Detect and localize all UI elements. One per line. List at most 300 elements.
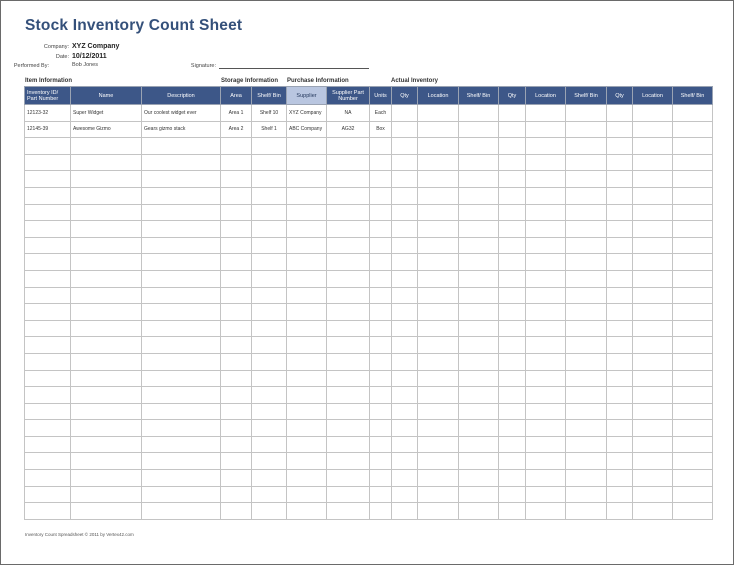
table-cell[interactable] [142, 503, 221, 520]
table-cell[interactable] [566, 171, 607, 188]
table-cell[interactable] [673, 503, 713, 520]
table-cell[interactable] [418, 387, 459, 404]
table-cell[interactable] [142, 337, 221, 354]
table-cell[interactable] [499, 486, 526, 503]
table-cell[interactable] [418, 187, 459, 204]
table-cell[interactable] [252, 387, 287, 404]
table-cell[interactable] [25, 503, 71, 520]
table-cell[interactable] [633, 171, 673, 188]
table-cell[interactable] [459, 503, 499, 520]
table-cell[interactable] [526, 403, 566, 420]
table-cell[interactable] [392, 337, 418, 354]
table-cell[interactable] [566, 403, 607, 420]
table-cell[interactable] [459, 204, 499, 221]
table-cell[interactable] [370, 320, 392, 337]
table-cell[interactable] [287, 221, 327, 238]
table-cell[interactable] [418, 470, 459, 487]
table-cell[interactable] [327, 470, 370, 487]
table-cell[interactable]: XYZ Company [287, 105, 327, 122]
table-cell[interactable] [566, 436, 607, 453]
table-cell[interactable] [392, 320, 418, 337]
table-cell[interactable] [71, 204, 142, 221]
table-cell[interactable]: Our coolest widget ever [142, 105, 221, 122]
table-cell[interactable] [252, 204, 287, 221]
table-cell[interactable]: 12145-39 [25, 121, 71, 138]
table-cell[interactable] [526, 187, 566, 204]
table-cell[interactable] [71, 138, 142, 155]
table-cell[interactable] [418, 204, 459, 221]
table-cell[interactable] [459, 270, 499, 287]
table-cell[interactable] [418, 154, 459, 171]
table-cell[interactable] [633, 453, 673, 470]
table-cell[interactable] [287, 270, 327, 287]
table-cell[interactable] [526, 287, 566, 304]
table-cell[interactable] [526, 420, 566, 437]
table-cell[interactable] [25, 270, 71, 287]
table-cell[interactable] [526, 486, 566, 503]
table-cell[interactable] [459, 470, 499, 487]
table-cell[interactable] [392, 204, 418, 221]
table-cell[interactable] [221, 370, 252, 387]
table-cell[interactable] [499, 436, 526, 453]
table-cell[interactable] [71, 420, 142, 437]
table-cell[interactable] [370, 486, 392, 503]
table-cell[interactable] [252, 237, 287, 254]
table-cell[interactable] [459, 254, 499, 271]
table-cell[interactable]: Gears gizmo stack [142, 121, 221, 138]
table-cell[interactable] [370, 204, 392, 221]
table-cell[interactable] [327, 204, 370, 221]
table-cell[interactable] [499, 403, 526, 420]
table-cell[interactable] [673, 187, 713, 204]
table-cell[interactable] [566, 470, 607, 487]
table-cell[interactable] [287, 204, 327, 221]
table-cell[interactable] [526, 154, 566, 171]
table-cell[interactable] [499, 187, 526, 204]
table-cell[interactable] [287, 237, 327, 254]
table-cell[interactable]: Box [370, 121, 392, 138]
table-cell[interactable] [327, 453, 370, 470]
table-cell[interactable] [526, 470, 566, 487]
table-cell[interactable] [252, 287, 287, 304]
table-cell[interactable] [221, 187, 252, 204]
table-cell[interactable] [142, 287, 221, 304]
table-cell[interactable] [327, 221, 370, 238]
table-cell[interactable] [566, 270, 607, 287]
table-cell[interactable] [252, 138, 287, 155]
table-cell[interactable] [327, 287, 370, 304]
table-cell[interactable] [418, 237, 459, 254]
table-cell[interactable] [673, 254, 713, 271]
table-cell[interactable] [633, 187, 673, 204]
table-cell[interactable] [71, 254, 142, 271]
table-cell[interactable] [252, 154, 287, 171]
table-cell[interactable] [71, 287, 142, 304]
company-value[interactable]: XYZ Company [72, 43, 120, 50]
table-cell[interactable] [221, 486, 252, 503]
table-cell[interactable] [327, 154, 370, 171]
table-cell[interactable] [459, 138, 499, 155]
table-cell[interactable] [392, 436, 418, 453]
table-cell[interactable] [71, 353, 142, 370]
table-cell[interactable]: Shelf 10 [252, 105, 287, 122]
table-cell[interactable] [526, 171, 566, 188]
table-cell[interactable] [392, 171, 418, 188]
table-cell[interactable] [673, 237, 713, 254]
table-cell[interactable] [459, 105, 499, 122]
table-cell[interactable] [526, 353, 566, 370]
table-cell[interactable] [418, 503, 459, 520]
table-cell[interactable] [25, 154, 71, 171]
table-cell[interactable] [607, 204, 633, 221]
table-cell[interactable] [418, 337, 459, 354]
table-cell[interactable] [499, 470, 526, 487]
table-cell[interactable] [142, 138, 221, 155]
table-cell[interactable] [252, 320, 287, 337]
table-cell[interactable] [459, 304, 499, 321]
table-cell[interactable] [287, 138, 327, 155]
table-cell[interactable] [221, 420, 252, 437]
table-cell[interactable] [142, 353, 221, 370]
table-cell[interactable] [673, 287, 713, 304]
table-cell[interactable] [392, 470, 418, 487]
table-cell[interactable] [392, 503, 418, 520]
table-cell[interactable] [633, 287, 673, 304]
table-cell[interactable] [607, 121, 633, 138]
signature-line[interactable] [219, 68, 369, 69]
table-cell[interactable] [418, 320, 459, 337]
table-cell[interactable] [221, 204, 252, 221]
table-cell[interactable] [25, 470, 71, 487]
table-cell[interactable] [221, 353, 252, 370]
table-cell[interactable] [566, 187, 607, 204]
table-cell[interactable] [142, 403, 221, 420]
table-cell[interactable] [221, 436, 252, 453]
table-cell[interactable] [221, 403, 252, 420]
table-cell[interactable] [633, 304, 673, 321]
table-cell[interactable] [673, 353, 713, 370]
table-cell[interactable] [607, 154, 633, 171]
table-cell[interactable] [71, 187, 142, 204]
table-cell[interactable] [499, 154, 526, 171]
table-cell[interactable] [459, 403, 499, 420]
table-cell[interactable] [566, 420, 607, 437]
table-cell[interactable] [459, 221, 499, 238]
table-cell[interactable] [607, 237, 633, 254]
table-cell[interactable] [327, 304, 370, 321]
table-cell[interactable]: AG32 [327, 121, 370, 138]
table-cell[interactable] [71, 403, 142, 420]
table-cell[interactable]: Area 2 [221, 121, 252, 138]
table-cell[interactable] [633, 387, 673, 404]
table-cell[interactable] [607, 254, 633, 271]
table-cell[interactable] [673, 270, 713, 287]
table-cell[interactable] [566, 503, 607, 520]
table-cell[interactable] [633, 353, 673, 370]
table-cell[interactable] [418, 453, 459, 470]
table-cell[interactable] [252, 503, 287, 520]
table-cell[interactable] [673, 453, 713, 470]
table-cell[interactable] [459, 420, 499, 437]
table-cell[interactable] [221, 503, 252, 520]
table-cell[interactable] [526, 304, 566, 321]
table-cell[interactable] [459, 287, 499, 304]
table-cell[interactable] [142, 470, 221, 487]
performed-by-value[interactable]: Bob Jones [72, 62, 98, 68]
table-cell[interactable] [526, 121, 566, 138]
table-cell[interactable] [71, 453, 142, 470]
table-cell[interactable] [287, 403, 327, 420]
table-cell[interactable] [392, 387, 418, 404]
table-cell[interactable] [526, 453, 566, 470]
table-cell[interactable] [633, 320, 673, 337]
table-cell[interactable] [392, 154, 418, 171]
table-cell[interactable] [633, 403, 673, 420]
table-cell[interactable] [526, 387, 566, 404]
table-cell[interactable] [673, 436, 713, 453]
table-cell[interactable] [673, 221, 713, 238]
table-cell[interactable] [633, 254, 673, 271]
table-cell[interactable] [673, 486, 713, 503]
table-cell[interactable] [287, 486, 327, 503]
table-cell[interactable] [607, 436, 633, 453]
table-cell[interactable] [142, 270, 221, 287]
table-cell[interactable] [287, 470, 327, 487]
table-cell[interactable] [459, 387, 499, 404]
table-cell[interactable] [142, 420, 221, 437]
table-cell[interactable]: NA [327, 105, 370, 122]
table-cell[interactable]: Area 1 [221, 105, 252, 122]
table-cell[interactable] [327, 387, 370, 404]
table-cell[interactable] [142, 453, 221, 470]
table-cell[interactable] [499, 453, 526, 470]
table-cell[interactable] [221, 270, 252, 287]
table-cell[interactable] [25, 237, 71, 254]
table-cell[interactable] [607, 353, 633, 370]
table-cell[interactable] [499, 304, 526, 321]
table-cell[interactable] [499, 121, 526, 138]
table-cell[interactable] [526, 221, 566, 238]
table-cell[interactable] [221, 221, 252, 238]
table-cell[interactable] [418, 105, 459, 122]
table-cell[interactable] [142, 320, 221, 337]
table-cell[interactable] [633, 237, 673, 254]
table-cell[interactable] [370, 503, 392, 520]
table-cell[interactable] [252, 270, 287, 287]
table-cell[interactable] [287, 436, 327, 453]
table-cell[interactable] [142, 237, 221, 254]
table-cell[interactable] [327, 486, 370, 503]
table-cell[interactable] [633, 154, 673, 171]
table-cell[interactable] [287, 171, 327, 188]
table-cell[interactable] [418, 254, 459, 271]
table-cell[interactable] [287, 154, 327, 171]
table-cell[interactable] [673, 470, 713, 487]
table-cell[interactable] [459, 453, 499, 470]
table-cell[interactable] [221, 337, 252, 354]
table-cell[interactable] [327, 403, 370, 420]
table-cell[interactable] [221, 287, 252, 304]
table-cell[interactable] [25, 486, 71, 503]
table-cell[interactable] [566, 320, 607, 337]
table-cell[interactable] [499, 503, 526, 520]
table-cell[interactable] [566, 105, 607, 122]
table-cell[interactable] [142, 254, 221, 271]
table-cell[interactable] [287, 337, 327, 354]
table-cell[interactable]: ABC Company [287, 121, 327, 138]
table-cell[interactable] [418, 287, 459, 304]
table-cell[interactable] [25, 254, 71, 271]
table-cell[interactable] [25, 387, 71, 404]
table-cell[interactable] [252, 453, 287, 470]
table-cell[interactable] [25, 320, 71, 337]
table-cell[interactable] [418, 138, 459, 155]
table-cell[interactable] [370, 138, 392, 155]
table-cell[interactable] [459, 320, 499, 337]
table-cell[interactable] [499, 353, 526, 370]
table-cell[interactable] [526, 436, 566, 453]
table-cell[interactable] [418, 370, 459, 387]
table-cell[interactable] [252, 470, 287, 487]
table-cell[interactable] [252, 486, 287, 503]
table-cell[interactable] [566, 370, 607, 387]
table-cell[interactable] [71, 270, 142, 287]
table-cell[interactable] [673, 204, 713, 221]
table-cell[interactable] [287, 420, 327, 437]
table-cell[interactable] [392, 121, 418, 138]
table-cell[interactable] [499, 320, 526, 337]
table-cell[interactable] [566, 237, 607, 254]
table-cell[interactable] [287, 503, 327, 520]
table-cell[interactable] [370, 453, 392, 470]
table-cell[interactable] [327, 171, 370, 188]
table-cell[interactable] [499, 337, 526, 354]
table-cell[interactable] [607, 403, 633, 420]
table-cell[interactable] [607, 105, 633, 122]
table-cell[interactable] [566, 287, 607, 304]
table-cell[interactable] [673, 403, 713, 420]
table-cell[interactable] [392, 254, 418, 271]
table-cell[interactable] [142, 370, 221, 387]
table-cell[interactable] [370, 187, 392, 204]
table-cell[interactable] [392, 221, 418, 238]
table-cell[interactable] [499, 287, 526, 304]
table-cell[interactable] [418, 486, 459, 503]
table-cell[interactable] [673, 420, 713, 437]
table-cell[interactable] [633, 138, 673, 155]
table-cell[interactable] [287, 453, 327, 470]
table-cell[interactable] [607, 304, 633, 321]
table-cell[interactable] [526, 138, 566, 155]
table-cell[interactable] [25, 337, 71, 354]
table-cell[interactable] [327, 436, 370, 453]
table-cell[interactable] [327, 138, 370, 155]
table-cell[interactable] [459, 337, 499, 354]
table-cell[interactable] [633, 270, 673, 287]
table-cell[interactable]: 12123-32 [25, 105, 71, 122]
table-cell[interactable] [252, 187, 287, 204]
table-cell[interactable] [499, 370, 526, 387]
table-cell[interactable] [566, 304, 607, 321]
table-cell[interactable] [499, 138, 526, 155]
table-cell[interactable] [566, 486, 607, 503]
table-cell[interactable] [673, 171, 713, 188]
table-cell[interactable] [370, 387, 392, 404]
table-cell[interactable] [633, 420, 673, 437]
table-cell[interactable] [392, 270, 418, 287]
table-cell[interactable] [71, 221, 142, 238]
table-cell[interactable] [526, 204, 566, 221]
table-cell[interactable] [71, 171, 142, 188]
table-cell[interactable] [370, 221, 392, 238]
table-cell[interactable] [25, 187, 71, 204]
table-cell[interactable] [370, 154, 392, 171]
table-cell[interactable] [673, 370, 713, 387]
table-cell[interactable] [370, 270, 392, 287]
table-cell[interactable] [287, 370, 327, 387]
table-cell[interactable] [566, 353, 607, 370]
table-cell[interactable] [566, 154, 607, 171]
table-cell[interactable] [221, 320, 252, 337]
table-cell[interactable] [566, 453, 607, 470]
table-cell[interactable] [633, 486, 673, 503]
table-cell[interactable] [25, 453, 71, 470]
table-cell[interactable] [607, 387, 633, 404]
table-cell[interactable] [633, 204, 673, 221]
table-cell[interactable] [607, 270, 633, 287]
table-cell[interactable] [287, 187, 327, 204]
table-cell[interactable] [607, 171, 633, 188]
table-cell[interactable] [252, 370, 287, 387]
table-cell[interactable] [71, 237, 142, 254]
table-cell[interactable] [526, 320, 566, 337]
table-cell[interactable] [142, 436, 221, 453]
table-cell[interactable] [327, 337, 370, 354]
table-cell[interactable] [566, 337, 607, 354]
table-cell[interactable] [370, 337, 392, 354]
table-cell[interactable] [25, 138, 71, 155]
table-cell[interactable] [418, 121, 459, 138]
table-cell[interactable] [221, 254, 252, 271]
table-cell[interactable] [252, 337, 287, 354]
table-cell[interactable] [607, 503, 633, 520]
table-cell[interactable] [607, 287, 633, 304]
table-cell[interactable] [499, 237, 526, 254]
table-cell[interactable] [499, 221, 526, 238]
table-cell[interactable] [607, 337, 633, 354]
table-cell[interactable] [392, 403, 418, 420]
table-cell[interactable] [71, 320, 142, 337]
table-cell[interactable] [392, 138, 418, 155]
table-cell[interactable] [25, 171, 71, 188]
table-cell[interactable]: Each [370, 105, 392, 122]
table-cell[interactable] [287, 304, 327, 321]
table-cell[interactable] [327, 503, 370, 520]
table-cell[interactable] [633, 503, 673, 520]
table-cell[interactable] [392, 237, 418, 254]
table-cell[interactable] [607, 370, 633, 387]
table-cell[interactable] [221, 154, 252, 171]
table-cell[interactable] [370, 436, 392, 453]
table-cell[interactable] [633, 337, 673, 354]
table-cell[interactable] [221, 470, 252, 487]
table-cell[interactable] [459, 353, 499, 370]
table-cell[interactable] [221, 387, 252, 404]
table-cell[interactable] [71, 337, 142, 354]
table-cell[interactable] [633, 436, 673, 453]
table-cell[interactable] [673, 105, 713, 122]
table-cell[interactable] [499, 204, 526, 221]
